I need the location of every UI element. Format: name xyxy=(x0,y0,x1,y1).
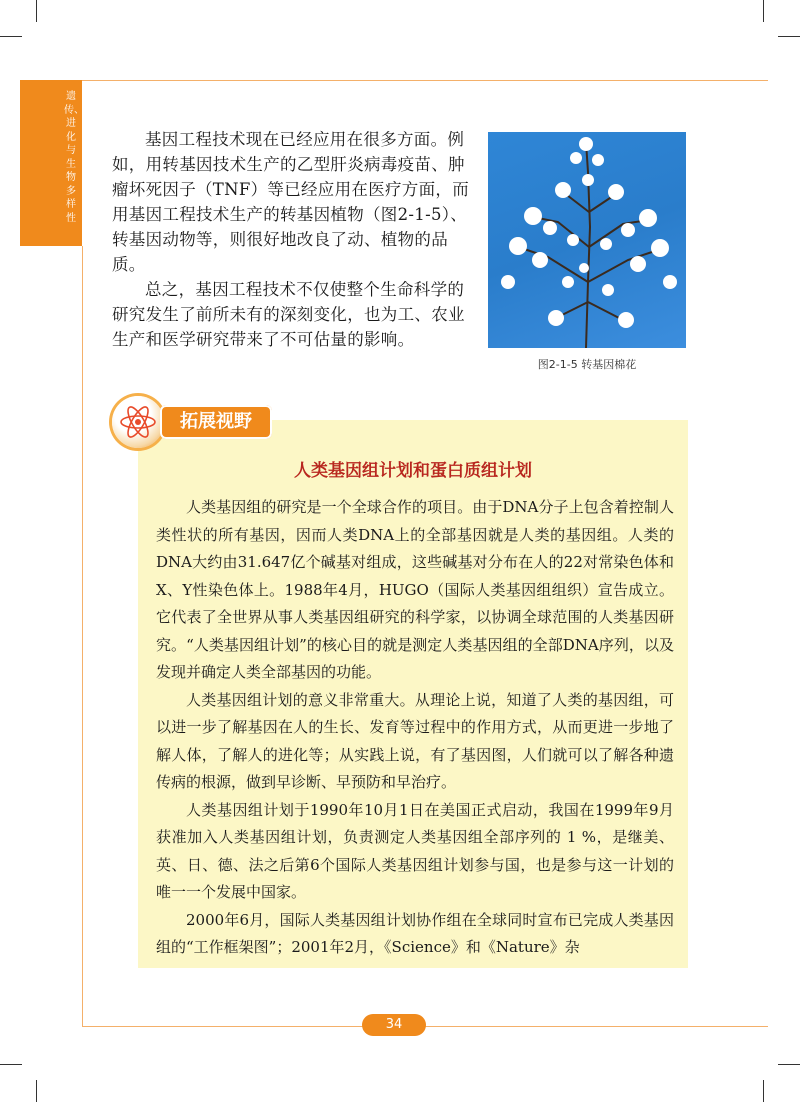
chapter-title: 遗传、进化与生物多样性 xyxy=(64,91,84,224)
box-body xyxy=(156,494,674,962)
crop-mark xyxy=(36,1080,37,1102)
intro-paragraph: 基因工程技术现在已经应用在很多方面。例如，用转基因技术生产的乙型肝炎病毒疫苗、肿瘤坏死因子（TNF）等已经应用在医疗方面，而用基因工程技术生产的转基因植物（图2-1-5）、转基因动物等，则很好地改良了动、植物的品质。 xyxy=(112,130,469,274)
header-rule xyxy=(82,80,768,81)
intro-text xyxy=(112,127,480,352)
box-paragraph: 人类基因组计划于1990年10月1日在美国正式启动，我国在1999年9月获准加入人类基因组计划，负责测定人类基因组全部序列的 1 %，是继美、英、日、德、法之后第6个国际人类基因组计划参与国，也是参与这一计划的唯一一个发展中国家。 xyxy=(156,800,674,901)
crop-mark xyxy=(36,0,37,22)
crop-mark xyxy=(763,0,764,22)
box-paragraph: 2000年6月，国际人类基因组计划协作组在全球同时宣布已完成人类基因组的“工作框架图”；2001年2月，《Science》和《Nature》杂 xyxy=(156,910,674,956)
atom-icon-graphic xyxy=(112,396,164,448)
crop-mark xyxy=(778,36,800,37)
crop-mark xyxy=(0,1064,22,1065)
cotton-photo xyxy=(488,132,686,348)
box-title: 人类基因组计划和蛋白质组计划 xyxy=(294,461,532,481)
intro-paragraph: 总之，基因工程技术不仅使整个生命科学的研究发生了前所未有的深刻变化，也为工、农业生产和医学研究带来了不可估量的影响。 xyxy=(112,280,465,349)
cotton-plant-image xyxy=(488,132,686,348)
atom-icon xyxy=(112,396,164,448)
box-paragraph: 人类基因组的研究是一个全球合作的项目。由于DNA分子上包含着控制人类性状的所有基因，因而人类DNA上的全部基因就是人类的基因组。人类的DNA大约由31.647亿个碱基对组成，这些碱基对分布在人的22对常染色体和X、Y性染色体上。1988年4月，HUGO（国际人类基因组组织）宣告成立。它代表了全世界从事人类基因组研究的科学家，以协调全球范围的人类基因研究。“人类基因组计划”的核心目的就是测定人类基因组的全部DNA序列，以及发现并确定人类全部基因的功能。 xyxy=(156,498,674,681)
figure-caption: 图2-1-5 转基因棉花 xyxy=(537,358,637,371)
box-paragraph: 人类基因组计划的意义非常重大。从理论上说，知道了人类的基因组，可以进一步了解基因在人的生长、发育等过程中的作用方式，从而更进一步地了解人体，了解人的进化等；从实践上说，有了基因图，人们就可以了解各种遗传病的根源，做到早诊断、早预防和早治疗。 xyxy=(156,690,674,791)
page-number: 34 xyxy=(385,1017,403,1032)
crop-mark xyxy=(778,1064,800,1065)
margin-rule xyxy=(82,246,83,1026)
crop-mark xyxy=(0,36,22,37)
section-badge: 拓展视野 xyxy=(160,405,272,439)
crop-mark xyxy=(763,1080,764,1102)
